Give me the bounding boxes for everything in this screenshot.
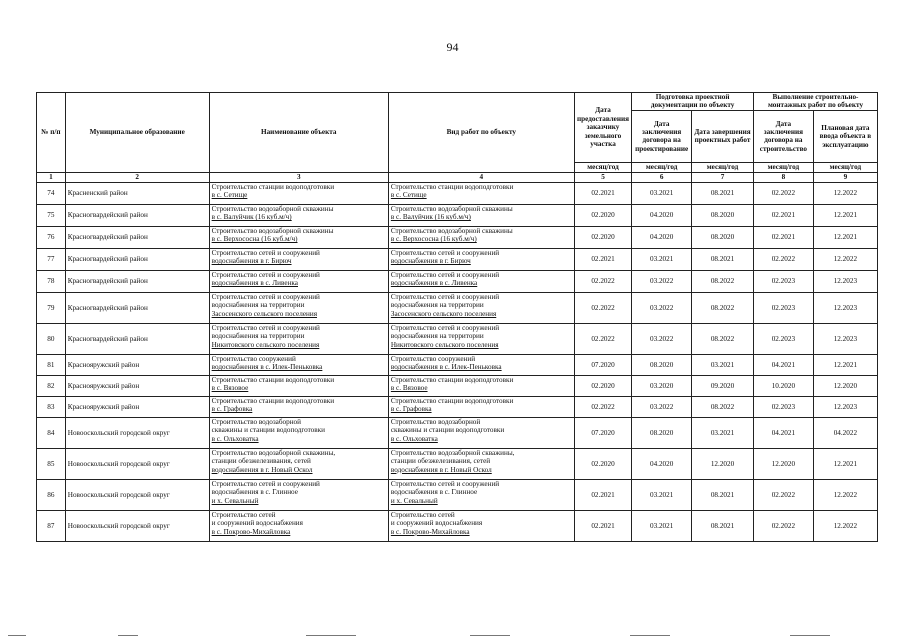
row-number: 87 xyxy=(37,510,66,541)
row-number: 78 xyxy=(37,270,66,292)
header-design-contract: Дата заключения договора на проектирование xyxy=(632,110,692,162)
table-row xyxy=(37,396,878,417)
work-type-cell-line: скважины и станции водоподготовки xyxy=(390,426,505,435)
commissioning-date-cell: 12.2021 xyxy=(813,354,877,375)
object-name-cell-line: в с. Графовка xyxy=(211,405,253,414)
object-name-cell-line: Строительство сетей и сооружений xyxy=(211,323,320,332)
table-row xyxy=(37,479,878,510)
row-number: 74 xyxy=(37,182,66,204)
table-row xyxy=(37,417,878,448)
row-number: 80 xyxy=(37,323,66,354)
municipality-cell: Красногвардейский район xyxy=(65,226,209,248)
object-name-cell-line: и сооружений водоснабжения xyxy=(211,519,303,528)
land-date-cell: 02.2021 xyxy=(574,479,632,510)
construction-contract-date-cell: 02.2021 xyxy=(754,226,814,248)
object-name-cell-line: Строительство сетей и сооружений xyxy=(211,479,320,488)
design-finish-date-cell: 08.2021 xyxy=(692,510,754,541)
municipality-cell: Красногвардейский район xyxy=(65,248,209,270)
header-object: Наименование объекта xyxy=(209,93,388,173)
land-date-cell: 02.2021 xyxy=(574,248,632,270)
design-finish-date-cell: 03.2021 xyxy=(692,417,754,448)
work-type-cell-line: Строительство водозаборной скважины xyxy=(390,226,513,235)
object-name-cell-line: водоснабжения в с. Илек-Пеньковка xyxy=(211,363,323,372)
row-number: 76 xyxy=(37,226,66,248)
object-name-cell xyxy=(209,417,388,448)
work-type-cell-line: водоснабжения на территории xyxy=(390,332,484,341)
footer-rule xyxy=(306,635,356,636)
work-type-cell-line: Строительство сооружений xyxy=(390,354,476,363)
work-type-cell xyxy=(388,375,574,396)
work-type-cell-line: водоснабжения в с. Глинное xyxy=(390,488,478,497)
design-contract-date-cell: 03.2022 xyxy=(632,270,692,292)
construction-contract-date-cell: 12.2020 xyxy=(754,448,814,479)
object-name-cell xyxy=(209,226,388,248)
construction-contract-date-cell: 04.2021 xyxy=(754,417,814,448)
design-finish-date-cell: 08.2022 xyxy=(692,323,754,354)
work-type-cell-line: Строительство водозаборной скважины xyxy=(390,204,513,213)
commissioning-date-cell: 12.2022 xyxy=(813,479,877,510)
work-type-cell-line: Строительство сетей и сооружений xyxy=(390,323,500,332)
design-contract-date-cell: 03.2022 xyxy=(632,323,692,354)
work-type-cell xyxy=(388,396,574,417)
work-type-cell xyxy=(388,292,574,323)
municipality-cell: Новооскольский городской округ xyxy=(65,510,209,541)
commissioning-date-cell: 12.2023 xyxy=(813,396,877,417)
object-name-cell-line: Строительство станции водоподготовки xyxy=(211,375,335,384)
municipality-cell: Новооскольский городской округ xyxy=(65,448,209,479)
design-contract-date-cell: 03.2021 xyxy=(632,248,692,270)
object-name-cell-line: водоснабжения в с. Ливенка xyxy=(211,279,298,288)
table-body xyxy=(37,182,878,541)
construction-contract-date-cell: 02.2023 xyxy=(754,270,814,292)
header-unit: месяц/год xyxy=(813,162,877,172)
municipality-cell: Новооскольский городской округ xyxy=(65,417,209,448)
land-date-cell: 02.2020 xyxy=(574,226,632,248)
footer-rule xyxy=(790,635,830,636)
object-name-cell-line: станции обезжелезивания, сетей xyxy=(211,457,311,466)
header-unit: месяц/год xyxy=(692,162,754,172)
header-municipality: Муниципальное образование xyxy=(65,93,209,173)
object-name-cell-line: в с. Ольховатка xyxy=(211,434,259,443)
work-type-cell-line: в с. Верхососна (16 куб.м/ч) xyxy=(390,235,477,244)
header-col-number: 6 xyxy=(632,172,692,182)
design-finish-date-cell: 08.2021 xyxy=(692,248,754,270)
design-contract-date-cell: 03.2022 xyxy=(632,396,692,417)
work-type-cell-line: в с. Ольховатка xyxy=(390,434,438,443)
construction-contract-date-cell: 02.2022 xyxy=(754,248,814,270)
work-type-cell-line: и х. Севальный xyxy=(390,496,438,505)
row-number: 84 xyxy=(37,417,66,448)
work-type-cell-line: Строительство станции водоподготовки xyxy=(390,182,514,191)
design-finish-date-cell: 08.2022 xyxy=(692,292,754,323)
table-row xyxy=(37,248,878,270)
object-name-cell-line: в с. Покрово-Михайловка xyxy=(211,527,291,536)
header-group-construction: Выполнение строительно-монтажных работ по объекту xyxy=(754,93,878,111)
land-date-cell: 02.2022 xyxy=(574,323,632,354)
object-name-cell-line: Строительство сетей и сооружений xyxy=(211,270,320,279)
commissioning-date-cell: 12.2023 xyxy=(813,292,877,323)
construction-contract-date-cell: 02.2023 xyxy=(754,323,814,354)
table-row xyxy=(37,270,878,292)
commissioning-date-cell: 12.2021 xyxy=(813,448,877,479)
construction-contract-date-cell: 02.2023 xyxy=(754,292,814,323)
object-name-cell-line: водоснабжения в с. Глинное xyxy=(211,488,298,497)
land-date-cell: 02.2020 xyxy=(574,448,632,479)
row-number: 86 xyxy=(37,479,66,510)
work-type-cell-line: в с. Графовка xyxy=(390,405,432,414)
header-col-number: 8 xyxy=(754,172,814,182)
work-type-cell xyxy=(388,448,574,479)
municipality-cell: Краснояружский район xyxy=(65,354,209,375)
work-type-cell xyxy=(388,270,574,292)
land-date-cell: 02.2021 xyxy=(574,510,632,541)
work-type-cell xyxy=(388,417,574,448)
construction-contract-date-cell: 02.2021 xyxy=(754,204,814,226)
work-type-cell-line: станции обезжелезивания, сетей xyxy=(390,457,491,466)
design-contract-date-cell: 03.2022 xyxy=(632,292,692,323)
object-name-cell xyxy=(209,354,388,375)
header-construction-contract: Дата заключения договора на строительство xyxy=(754,110,814,162)
design-finish-date-cell: 09.2020 xyxy=(692,375,754,396)
work-type-cell-line: в с. Вязовое xyxy=(390,384,428,393)
work-type-cell-line: в с. Покрово-Михайловка xyxy=(390,527,470,536)
object-name-cell xyxy=(209,510,388,541)
work-type-cell-line: в с. Валуйчик (16 куб.м/ч) xyxy=(390,213,471,222)
design-finish-date-cell: 08.2020 xyxy=(692,204,754,226)
footer-rule xyxy=(8,635,26,636)
work-type-cell xyxy=(388,182,574,204)
object-name-cell xyxy=(209,479,388,510)
header-num: № п/п xyxy=(37,93,66,173)
work-type-cell-line: Строительство сетей xyxy=(390,510,455,519)
header-col-number: 7 xyxy=(692,172,754,182)
header-work: Вид работ по объекту xyxy=(388,93,574,173)
construction-contract-date-cell: 04.2021 xyxy=(754,354,814,375)
object-name-cell xyxy=(209,323,388,354)
table-row xyxy=(37,182,878,204)
design-finish-date-cell: 03.2021 xyxy=(692,354,754,375)
municipality-cell: Красногвардейский район xyxy=(65,270,209,292)
header-col-number: 5 xyxy=(574,172,632,182)
land-date-cell: 07.2020 xyxy=(574,417,632,448)
object-name-cell-line: водоснабжения в г. Новый Оскол xyxy=(211,465,313,474)
table-row xyxy=(37,204,878,226)
object-name-cell-line: Строительство сооружений xyxy=(211,354,296,363)
land-date-cell: 02.2022 xyxy=(574,396,632,417)
row-number: 82 xyxy=(37,375,66,396)
object-name-cell-line: в с. Вязовое xyxy=(211,384,249,393)
object-name-cell-line: в с. Валуйчик (16 куб.м/ч) xyxy=(211,213,292,222)
work-type-cell-line: Строительство станции водоподготовки xyxy=(390,375,514,384)
municipality-cell: Красногвардейский район xyxy=(65,204,209,226)
object-name-cell xyxy=(209,182,388,204)
header-unit: месяц/год xyxy=(754,162,814,172)
design-contract-date-cell: 03.2021 xyxy=(632,479,692,510)
design-finish-date-cell: 08.2021 xyxy=(692,479,754,510)
municipality-cell: Новооскольский городской округ xyxy=(65,479,209,510)
land-date-cell: 02.2022 xyxy=(574,270,632,292)
row-number: 81 xyxy=(37,354,66,375)
work-type-cell xyxy=(388,226,574,248)
construction-contract-date-cell: 02.2022 xyxy=(754,479,814,510)
construction-contract-date-cell: 02.2022 xyxy=(754,182,814,204)
land-date-cell: 02.2020 xyxy=(574,375,632,396)
object-name-cell-line: водоснабжения на территории xyxy=(211,332,305,341)
header-col-number: 1 xyxy=(37,172,66,182)
object-name-cell xyxy=(209,375,388,396)
design-contract-date-cell: 08.2020 xyxy=(632,417,692,448)
object-name-cell-line: Строительство водозаборной xyxy=(211,417,301,426)
object-name-cell-line: Строительство станции водоподготовки xyxy=(211,396,335,405)
table-row xyxy=(37,448,878,479)
header-col-number: 3 xyxy=(209,172,388,182)
work-type-cell-line: Строительство сетей и сооружений xyxy=(390,248,500,257)
objects-table xyxy=(36,92,878,542)
commissioning-date-cell: 12.2023 xyxy=(813,323,877,354)
footer-rule xyxy=(118,635,138,636)
table-row xyxy=(37,226,878,248)
header-commissioning: Плановая дата ввода объекта в эксплуатацию xyxy=(813,110,877,162)
object-name-cell-line: в с. Верхососна (16 куб.м/ч) xyxy=(211,235,298,244)
work-type-cell-line: Строительство сетей и сооружений xyxy=(390,292,500,301)
work-type-cell-line: Строительство водозаборной скважины, xyxy=(390,448,515,457)
land-date-cell: 07.2020 xyxy=(574,354,632,375)
object-name-cell xyxy=(209,248,388,270)
construction-contract-date-cell: 02.2023 xyxy=(754,396,814,417)
object-name-cell xyxy=(209,448,388,479)
work-type-cell-line: водоснабжения в г. Бирюч xyxy=(390,257,471,266)
row-number: 79 xyxy=(37,292,66,323)
object-name-cell-line: скважины и станции водоподготовки xyxy=(211,426,326,435)
work-type-cell xyxy=(388,354,574,375)
object-name-cell-line: Строительство станции водоподготовки xyxy=(211,182,335,191)
work-type-cell-line: водоснабжения в с. Ливенка xyxy=(390,279,478,288)
object-name-cell-line: водоснабжения на территории xyxy=(211,301,305,310)
footer-rule xyxy=(470,635,510,636)
object-name-cell-line: Строительство сетей xyxy=(211,510,276,519)
row-number: 75 xyxy=(37,204,66,226)
table-row xyxy=(37,354,878,375)
design-contract-date-cell: 04.2020 xyxy=(632,226,692,248)
design-contract-date-cell: 03.2021 xyxy=(632,182,692,204)
footer-rule xyxy=(630,635,670,636)
table-row xyxy=(37,323,878,354)
object-name-cell xyxy=(209,396,388,417)
work-type-cell-line: водоснабжения на территории xyxy=(390,301,484,310)
header-col-number: 4 xyxy=(388,172,574,182)
municipality-cell: Красногвардейский район xyxy=(65,292,209,323)
work-type-cell xyxy=(388,479,574,510)
design-contract-date-cell: 03.2021 xyxy=(632,510,692,541)
object-name-cell-line: Никитовского сельского поселения xyxy=(211,340,320,349)
land-date-cell: 02.2020 xyxy=(574,204,632,226)
object-name-cell-line: водоснабжения в г. Бирюч xyxy=(211,257,292,266)
object-name-cell-line: Строительство водозаборной скважины xyxy=(211,204,334,213)
work-type-cell-line: в с. Сетище xyxy=(390,191,427,200)
object-name-cell-line: и х. Севальный xyxy=(211,496,259,505)
municipality-cell: Краснояружский район xyxy=(65,396,209,417)
design-contract-date-cell: 08.2020 xyxy=(632,354,692,375)
object-name-cell-line: Строительство водозаборной скважины, xyxy=(211,448,336,457)
design-contract-date-cell: 04.2020 xyxy=(632,204,692,226)
commissioning-date-cell: 12.2022 xyxy=(813,248,877,270)
design-finish-date-cell: 08.2020 xyxy=(692,226,754,248)
work-type-cell-line: Засосенского сельского поселения xyxy=(390,309,497,318)
row-number: 83 xyxy=(37,396,66,417)
work-type-cell xyxy=(388,323,574,354)
work-type-cell-line: Строительство сетей и сооружений xyxy=(390,479,500,488)
object-name-cell xyxy=(209,204,388,226)
header-unit: месяц/год xyxy=(574,162,632,172)
construction-contract-date-cell: 10.2020 xyxy=(754,375,814,396)
commissioning-date-cell: 12.2022 xyxy=(813,182,877,204)
row-number: 85 xyxy=(37,448,66,479)
work-type-cell-line: водоснабжения в г. Новый Оскол xyxy=(390,465,492,474)
object-name-cell-line: в с. Сетище xyxy=(211,191,248,200)
work-type-cell xyxy=(388,510,574,541)
object-name-cell-line: Строительство водозаборной скважины xyxy=(211,226,334,235)
design-finish-date-cell: 08.2022 xyxy=(692,396,754,417)
work-type-cell xyxy=(388,204,574,226)
construction-contract-date-cell: 02.2022 xyxy=(754,510,814,541)
page-number: 94 xyxy=(446,40,459,54)
design-contract-date-cell: 04.2020 xyxy=(632,448,692,479)
work-type-cell-line: Строительство станции водоподготовки xyxy=(390,396,514,405)
table-header xyxy=(37,93,878,183)
municipality-cell: Краснояружский район xyxy=(65,375,209,396)
table-row xyxy=(37,375,878,396)
header-land-date: Дата предоставления заказчику земельного участка xyxy=(574,93,632,163)
work-type-cell-line: водоснабжения в с. Илек-Пеньковка xyxy=(390,363,502,372)
commissioning-date-cell: 12.2023 xyxy=(813,270,877,292)
work-type-cell-line: Строительство сетей и сооружений xyxy=(390,270,500,279)
object-name-cell-line: Строительство сетей и сооружений xyxy=(211,292,320,301)
work-type-cell-line: Никитовского сельского поселения xyxy=(390,340,499,349)
commissioning-date-cell: 04.2022 xyxy=(813,417,877,448)
commissioning-date-cell: 12.2021 xyxy=(813,204,877,226)
municipality-cell: Красненский район xyxy=(65,182,209,204)
object-name-cell xyxy=(209,292,388,323)
object-name-cell-line: Строительство сетей и сооружений xyxy=(211,248,320,257)
land-date-cell: 02.2022 xyxy=(574,292,632,323)
municipality-cell: Красногвардейский район xyxy=(65,323,209,354)
design-finish-date-cell: 08.2022 xyxy=(692,270,754,292)
row-number: 77 xyxy=(37,248,66,270)
design-contract-date-cell: 03.2020 xyxy=(632,375,692,396)
header-col-number: 2 xyxy=(65,172,209,182)
object-name-cell-line: Засосенского сельского поселения xyxy=(211,309,318,318)
design-finish-date-cell: 12.2020 xyxy=(692,448,754,479)
table-row xyxy=(37,510,878,541)
work-type-cell-line: и сооружений водоснабжения xyxy=(390,519,483,528)
land-date-cell: 02.2021 xyxy=(574,182,632,204)
object-name-cell xyxy=(209,270,388,292)
work-type-cell xyxy=(388,248,574,270)
commissioning-date-cell: 12.2022 xyxy=(813,510,877,541)
commissioning-date-cell: 12.2020 xyxy=(813,375,877,396)
header-unit: месяц/год xyxy=(632,162,692,172)
design-finish-date-cell: 08.2021 xyxy=(692,182,754,204)
header-col-number: 9 xyxy=(813,172,877,182)
commissioning-date-cell: 12.2021 xyxy=(813,226,877,248)
table-row xyxy=(37,292,878,323)
header-design-finish: Дата завершения проектных работ xyxy=(692,110,754,162)
header-group-design: Подготовка проектной документации по объекту xyxy=(632,93,754,111)
work-type-cell-line: Строительство водозаборной xyxy=(390,417,481,426)
